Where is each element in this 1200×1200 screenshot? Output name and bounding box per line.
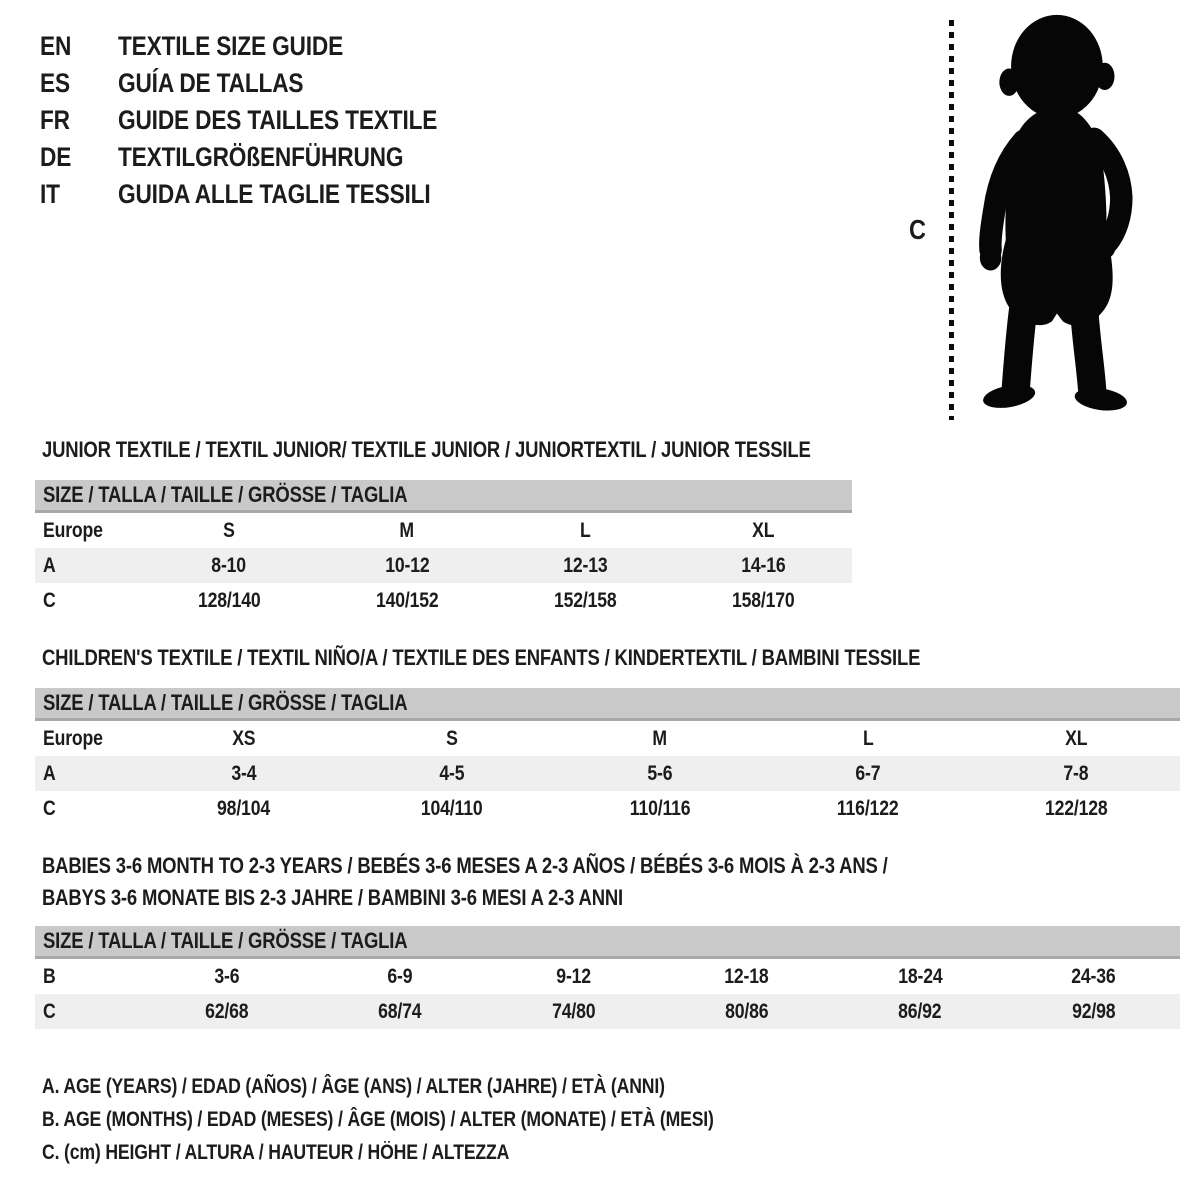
cell-value: 12-13 [562, 553, 608, 577]
row-label: A [43, 761, 56, 785]
row-label: C [43, 999, 56, 1023]
language-title: GUIDE DES TAILLES TEXTILE [118, 105, 438, 135]
language-code: IT [40, 179, 60, 209]
cell-value: 158/170 [731, 588, 795, 612]
row-label: C [43, 796, 56, 820]
toddler-silhouette-icon [965, 10, 1143, 417]
row-label: Europe [43, 726, 103, 750]
cell-value: 9-12 [556, 964, 591, 988]
cell-value: 4-5 [439, 761, 465, 785]
cell-value: S [446, 726, 458, 750]
table-row [35, 721, 1180, 756]
cell-value: XL [1064, 726, 1088, 750]
cell-value: 6-9 [387, 964, 413, 988]
language-code: EN [40, 31, 72, 61]
table-row [35, 583, 852, 618]
cell-value: 6-7 [855, 761, 881, 785]
cell-value: 24-36 [1071, 964, 1116, 988]
language-title: GUIDA ALLE TAGLIE TESSILI [118, 179, 431, 209]
size-header-bar [35, 926, 1180, 959]
children-size-table [35, 688, 1180, 826]
height-measure-dashed-line [949, 20, 954, 420]
language-title: TEXTILGRÖßENFÜHRUNG [118, 142, 404, 172]
cell-value: 116/122 [837, 796, 899, 820]
legend-line-b: B. AGE (MONTHS) / EDAD (MESES) / ÂGE (MOIS) / ALTER (MONATE) / ETÀ (MESI) [42, 1108, 714, 1131]
cell-value: 128/140 [197, 588, 261, 612]
table-row [35, 791, 1180, 826]
row-label: B [43, 964, 56, 988]
cell-value: L [579, 518, 591, 542]
table-row [35, 513, 852, 548]
language-title: TEXTILE SIZE GUIDE [118, 31, 344, 61]
cell-value: 68/74 [378, 999, 422, 1023]
cell-value: 152/158 [553, 588, 617, 612]
language-code: ES [40, 68, 70, 98]
cell-value: 104/110 [421, 796, 483, 820]
row-label: Europe [43, 518, 103, 542]
cell-value: 86/92 [898, 999, 942, 1023]
cell-value: 10-12 [384, 553, 430, 577]
cell-value: 12-18 [724, 964, 769, 988]
cell-value: 18-24 [897, 964, 943, 988]
cell-value: 3-6 [214, 964, 240, 988]
size-header-label: SIZE / TALLA / TAILLE / GRÖSSE / TAGLIA [43, 690, 408, 715]
cell-value: 80/86 [725, 999, 769, 1023]
size-header-label: SIZE / TALLA / TAILLE / GRÖSSE / TAGLIA [43, 482, 408, 507]
table-row [35, 756, 1180, 791]
section-title-children: CHILDREN'S TEXTILE / TEXTIL NIÑO/A / TEXTILE DES ENFANTS / KINDERTEXTIL / BAMBINI TESSILE [42, 645, 921, 670]
section-title-babies: BABIES 3-6 MONTH TO 2-3 YEARS / BEBÉS 3-6 MESES A 2-3 AÑOS / BÉBÉS 3-6 MOIS À 2-3 ANS / BABYS 3-6 MONATE BIS 2-3 JAHRE / BAMBINI 3-6 MESI A 2-3 ANNI [42, 853, 888, 910]
junior-size-table [35, 480, 852, 618]
size-header-label: SIZE / TALLA / TAILLE / GRÖSSE / TAGLIA [43, 928, 408, 953]
height-figure [905, 8, 1200, 422]
size-header-bar [35, 688, 1180, 721]
legend-line-c: C. (cm) HEIGHT / ALTURA / HAUTEUR / HÖHE / ALTEZZA [42, 1141, 510, 1164]
row-label: C [43, 588, 56, 612]
legend-line-a: A. AGE (YEARS) / EDAD (AÑOS) / ÂGE (ANS) / ALTER (JAHRE) / ETÀ (ANNI) [42, 1075, 665, 1098]
cell-value: 92/98 [1071, 999, 1115, 1023]
table-row [35, 959, 1180, 994]
babies-size-table [35, 926, 1180, 1029]
language-code: DE [40, 142, 72, 172]
language-list [40, 28, 498, 213]
table-row [35, 548, 852, 583]
cell-value: M [652, 726, 668, 750]
cell-value: 98/104 [217, 796, 271, 820]
cell-value: L [862, 726, 874, 750]
language-code: FR [40, 105, 70, 135]
cell-value: 3-4 [231, 761, 257, 785]
cell-value: 62/68 [205, 999, 249, 1023]
cell-value: 140/152 [375, 588, 439, 612]
cell-value: 122/128 [1044, 796, 1108, 820]
cell-value: S [223, 518, 235, 542]
language-title: GUÍA DE TALLAS [118, 68, 304, 98]
cell-value: 5-6 [647, 761, 673, 785]
row-label: A [43, 553, 56, 577]
cell-value: 14-16 [740, 553, 786, 577]
cell-value: 7-8 [1063, 761, 1089, 785]
legend [42, 1070, 842, 1169]
size-header-bar [35, 480, 852, 513]
cell-value: 110/116 [629, 796, 691, 820]
cell-value: XL [751, 518, 775, 542]
cell-value: 74/80 [551, 999, 595, 1023]
table-row [35, 994, 1180, 1029]
cell-value: XS [232, 726, 256, 750]
height-measure-label: C [909, 214, 926, 245]
cell-value: M [399, 518, 415, 542]
cell-value: 8-10 [211, 553, 247, 577]
section-title-junior: JUNIOR TEXTILE / TEXTIL JUNIOR/ TEXTILE JUNIOR / JUNIORTEXTIL / JUNIOR TESSILE [42, 437, 811, 462]
